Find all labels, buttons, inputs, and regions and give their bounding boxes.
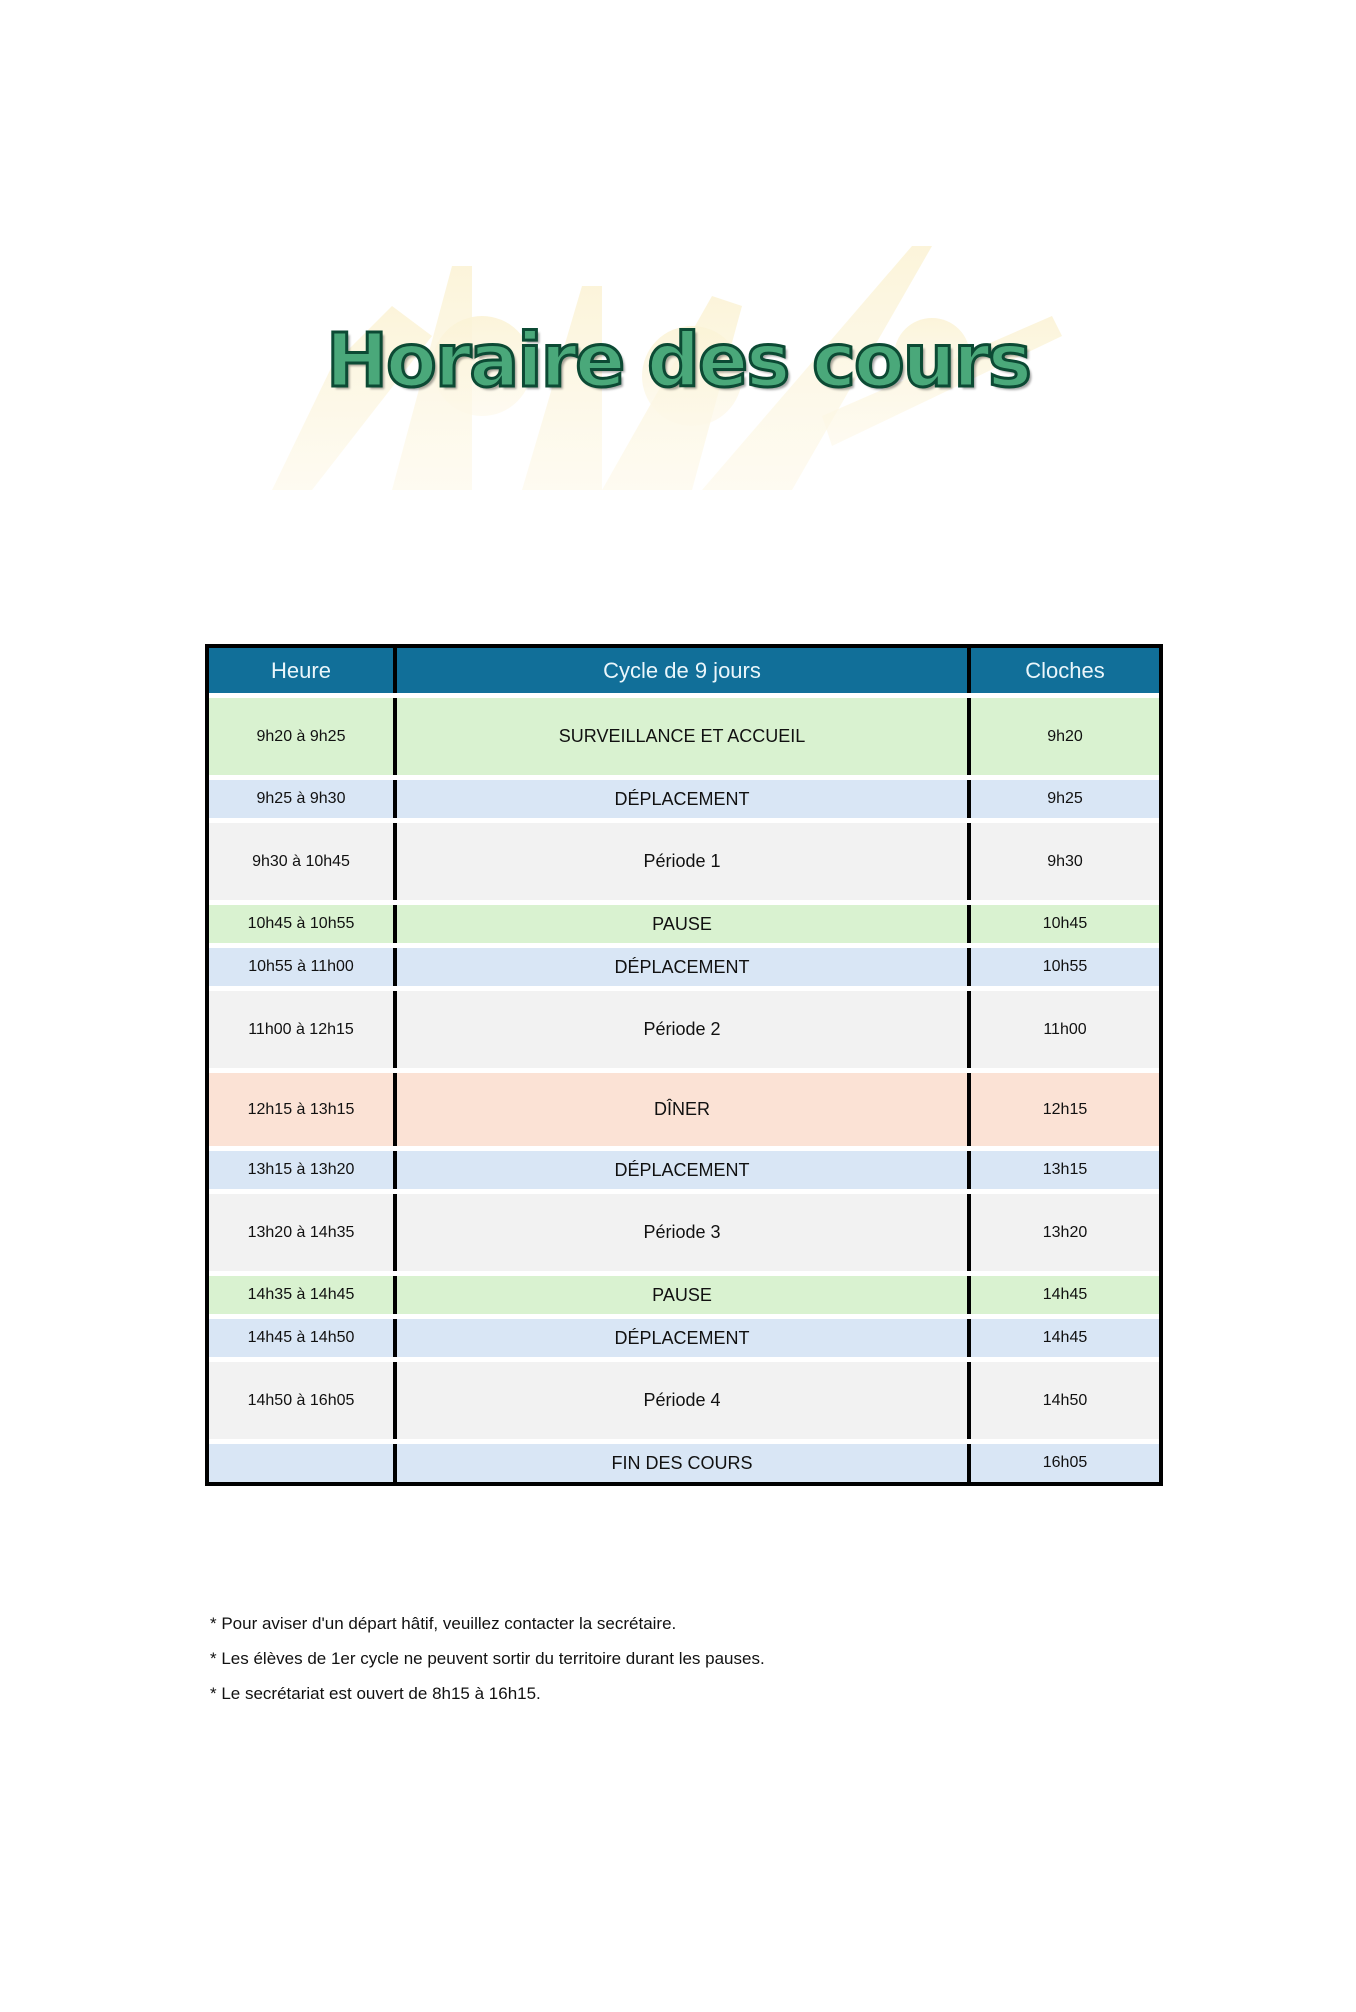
cell-heure: 14h45 à 14h50	[209, 1319, 397, 1357]
cell-heure: 13h15 à 13h20	[209, 1151, 397, 1189]
table-header-row	[209, 648, 1159, 693]
footnotes	[210, 1614, 765, 1719]
cell-heure: 9h25 à 9h30	[209, 780, 397, 818]
cell-cloche: 14h45	[971, 1319, 1159, 1357]
cell-activite: DÉPLACEMENT	[397, 948, 971, 986]
cell-activite: Période 3	[397, 1194, 971, 1271]
table-row	[209, 698, 1159, 775]
cell-heure: 10h55 à 11h00	[209, 948, 397, 986]
cell-heure: 9h30 à 10h45	[209, 823, 397, 900]
cell-cloche: 16h05	[971, 1444, 1159, 1482]
cell-activite: SURVEILLANCE ET ACCUEIL	[397, 698, 971, 775]
footnote: * Les élèves de 1er cycle ne peuvent sortir du territoire durant les pauses.	[210, 1649, 765, 1668]
table-row	[209, 1319, 1159, 1357]
cell-heure	[209, 1444, 397, 1482]
cell-activite: DÉPLACEMENT	[397, 1151, 971, 1189]
header-cycle: Cycle de 9 jours	[397, 648, 971, 693]
cell-heure: 13h20 à 14h35	[209, 1194, 397, 1271]
table-row	[209, 905, 1159, 943]
cell-heure: 10h45 à 10h55	[209, 905, 397, 943]
cell-cloche: 14h45	[971, 1276, 1159, 1314]
table-row	[209, 991, 1159, 1068]
schedule-table	[205, 644, 1163, 1486]
footnote: * Le secrétariat est ouvert de 8h15 à 16h15.	[210, 1684, 541, 1703]
cell-activite: Période 2	[397, 991, 971, 1068]
cell-activite: PAUSE	[397, 1276, 971, 1314]
cell-activite: DÉPLACEMENT	[397, 1319, 971, 1357]
cell-heure: 12h15 à 13h15	[209, 1073, 397, 1146]
cell-cloche: 12h15	[971, 1073, 1159, 1146]
cell-activite: FIN DES COURS	[397, 1444, 971, 1482]
cell-cloche: 13h20	[971, 1194, 1159, 1271]
table-row	[209, 1362, 1159, 1439]
table-row	[209, 1276, 1159, 1314]
cell-heure: 14h35 à 14h45	[209, 1276, 397, 1314]
cell-heure: 14h50 à 16h05	[209, 1362, 397, 1439]
header-heure: Heure	[209, 648, 397, 693]
cell-heure: 11h00 à 12h15	[209, 991, 397, 1068]
header-cloches: Cloches	[971, 648, 1159, 693]
table-row	[209, 1444, 1159, 1482]
cell-activite: PAUSE	[397, 905, 971, 943]
cell-cloche: 11h00	[971, 991, 1159, 1068]
cell-cloche: 10h55	[971, 948, 1159, 986]
table-row	[209, 1194, 1159, 1271]
cell-cloche: 9h30	[971, 823, 1159, 900]
footnote: * Pour aviser d'un départ hâtif, veuillez contacter la secrétaire.	[210, 1614, 677, 1633]
table-row	[209, 948, 1159, 986]
table-row	[209, 1151, 1159, 1189]
cell-heure: 9h20 à 9h25	[209, 698, 397, 775]
cell-cloche: 9h20	[971, 698, 1159, 775]
table-row	[209, 780, 1159, 818]
table-row	[209, 823, 1159, 900]
cell-cloche: 13h15	[971, 1151, 1159, 1189]
cell-cloche: 14h50	[971, 1362, 1159, 1439]
cell-cloche: 9h25	[971, 780, 1159, 818]
page-title: Horaire des cours	[326, 318, 1030, 404]
cell-activite: Période 1	[397, 823, 971, 900]
cell-activite: Période 4	[397, 1362, 971, 1439]
cell-cloche: 10h45	[971, 905, 1159, 943]
table-row	[209, 1073, 1159, 1146]
cell-activite: DÎNER	[397, 1073, 971, 1146]
cell-activite: DÉPLACEMENT	[397, 780, 971, 818]
